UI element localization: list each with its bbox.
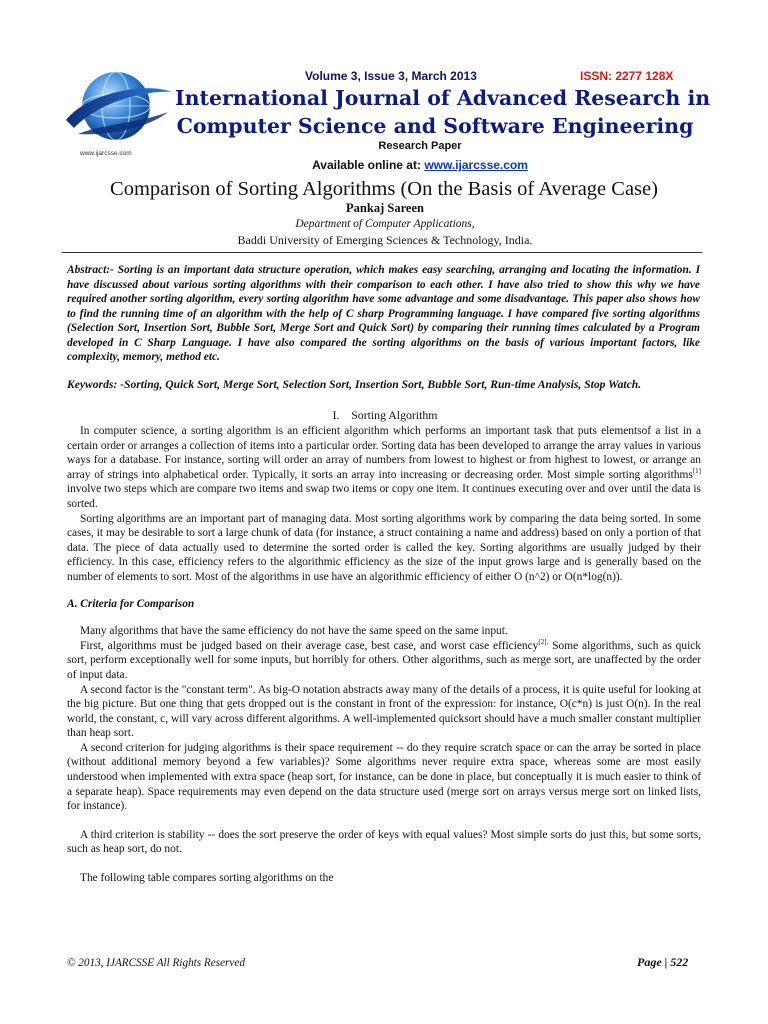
journal-website-link[interactable]: www.ijarcsse.com <box>424 158 528 172</box>
abstract: Abstract:- Sorting is an important data structure operation, which makes easy searching, arranging and locating the information. I have discussed about various sorting algorithms with their comparison to each other. I have also tried to show this why we have required another sorting algorithm, every sorting algorithm have some advantage and some disadvantage. This paper also shows how to find the running time of an algorithm with the help of C sharp Programming language. I have compared five sorting algorithms (Selection Sort, Insertion Sort, Bubble Sort, Merge Sort and Quick Sort) by comparing their running times calculated by a Program developed in C Sharp Language. I have also compared the sorting algorithms on the basis of various important factors, like complexity, memory, method etc. <box>67 264 700 363</box>
author-name: Pankaj Sareen <box>346 201 424 215</box>
volume-issue: Volume 3, Issue 3, March 2013 <box>305 69 477 83</box>
issn: ISSN: 2277 128X <box>580 69 674 83</box>
paragraph: A third criterion is stability -- does the sort preserve the order of keys with equal values? Most simple sorts do just this, but some sorts, such as heap sort, do not. <box>67 828 701 856</box>
paragraph: Many algorithms that have the same efficiency do not have the same speed on the same input. <box>80 625 508 638</box>
availability-line <box>270 158 570 172</box>
paper-type: Research Paper <box>378 140 462 152</box>
citation-ref[interactable]: [2]. <box>538 637 549 646</box>
footer-copyright: © 2013, IJARCSSE All Rights Reserved <box>67 957 245 969</box>
page-number: Page | 522 <box>637 955 689 969</box>
citation-ref[interactable]: [1] <box>692 466 701 475</box>
section-heading: I. Sorting Algorithm <box>332 408 438 422</box>
logo-caption: www.ijarcsse.com <box>80 150 132 157</box>
journal-title-line1: International Journal of Advanced Research in <box>175 86 711 110</box>
paragraph: A second factor is the "constant term". As big-O notation abstracts away many of the details of a process, it is quite useful for looking at the big picture. But one thing that gets dropped out is the constant in front of the expression: for instance, O(c*n) is just O(n). In the real world, the constant, c, will vary across different algorithms. A well-implemented quicksort should have a much smaller constant multiplier than heap sort. <box>67 683 701 740</box>
keywords: Keywords: -Sorting, Quick Sort, Merge Sort, Selection Sort, Insertion Sort, Bubble Sort, Run-time Analysis, Stop Watch. <box>67 378 642 391</box>
author-university: Baddi University of Emerging Sciences & Technology, India. <box>237 233 533 247</box>
paragraph: Sorting algorithms are an important part of managing data. Most sorting algorithms work by comparing the data being sorted. In some cases, it may be desirable to sort a large chunk of data (for instance, a struct containing a name and address) based on only a portion of that data. The piece of data actually used to determine the sorted order is called the key. Sorting algorithms are usually judged by their efficiency. In this case, efficiency refers to the algorithmic efficiency as the size of the input grows large and is generally based on the number of elements to sort. Most of the algorithms in use have an algorithmic efficiency of either O (n^2) or O(n*log(n)). <box>67 512 701 583</box>
paper-title: Comparison of Sorting Algorithms (On the Basis of Average Case) <box>110 178 658 200</box>
header-divider <box>62 252 702 253</box>
body-text <box>67 424 701 886</box>
paragraph: First, algorithms must be judged based on their average case, best case, and worst case efficiency$^{[2].}$ Some algorithms, such as quick sort, perform exceptionally well for some inputs, but horribly for others. Other algorithms, such as merge sort, are unaffected by the order of input data. <box>67 637 701 681</box>
paragraph: The following table compares sorting algorithms on the <box>80 872 334 885</box>
available-online-label: Available online at: <box>312 158 421 172</box>
paragraph: A second criterion for judging algorithms is their space requirement -- do they require scratch space or can the array be sorted in place (without additional memory beyond a few variables)? Some algorithms never require extra space, whereas some are most easily understood when implemented with extra space (heap sort, for instance, can be done in place, but conceptually it is much easier to think of a separate heap). Space requirements may even depend on the data structure used (merge sort on arrays versus merge sort on linked lists, for instance). <box>67 741 701 813</box>
paragraph: In computer science, a sorting algorithm is an efficient algorithm which performs an important task that puts elementsof a list in a certain order or arranges a collection of items into a particular order. Sorting data has been developed to arrange the array values in various ways for a database. For instance, sorting will order an array of numbers from lowest to highest or from highest to lowest, or arrange an array of strings into alphabetical order. Typically, it sorts an array into increasing or decreasing order. Most simple sorting algorithms[1] involve two steps which are compare two items and swap two items or copy one item. It continues executing over and over until the data is sorted. <box>67 425 701 510</box>
author-department: Department of Computer Applications, <box>295 218 475 230</box>
subsection-heading: A. Criteria for Comparison <box>67 597 195 610</box>
journal-title-line2: Computer Science and Software Engineering <box>176 114 694 138</box>
journal-logo <box>58 62 178 162</box>
